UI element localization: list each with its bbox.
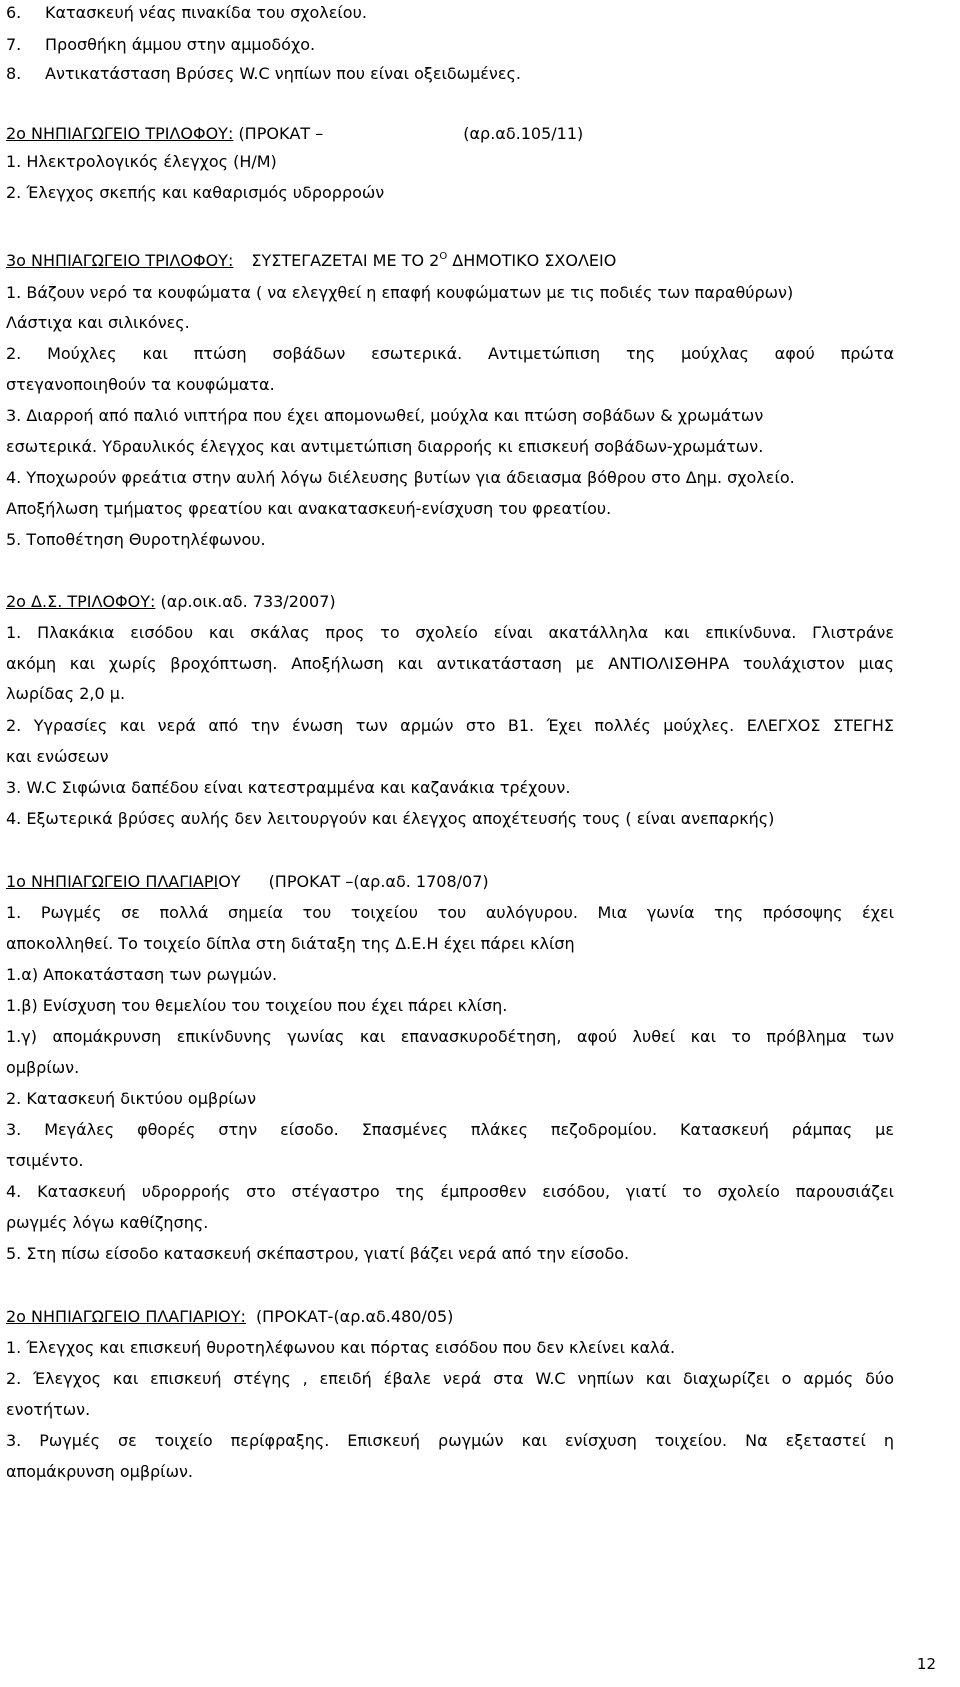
school-name-tail: ΟΥ bbox=[218, 872, 241, 891]
text-line: Λάστιχα και σιλικόνες. bbox=[6, 313, 190, 332]
text-line: αποκολληθεί. Το τοιχείο δίπλα στη διάταξη της Δ.Ε.Η έχει πάρει κλίση bbox=[6, 934, 575, 953]
text-line: 1. Βάζουν νερό τα κουφώματα ( να ελεγχθεί η επαφή κουφώματων με τις ποδιές των παραθύρων) bbox=[6, 283, 794, 302]
text-line: 3. Μεγάλες φθορές στην είσοδο. Σπασμένες πλάκες πεζοδρομίου. Κατασκευή ράμπας με bbox=[6, 1120, 894, 1139]
section-heading bbox=[6, 1307, 894, 1327]
text-line: 1.α) Αποκατάσταση των ρωγμών. bbox=[6, 965, 278, 984]
text-line: 1. Ρωγμές σε πολλά σημεία του τοιχείου του αυλόγυρου. Μια γωνία της πρόσοψης έχει bbox=[6, 903, 894, 922]
text-line: 3. Διαρροή από παλιό νιπτήρα που έχει απομονωθεί, μούχλα και πτώση σοβάδων & χρωμάτων bbox=[6, 406, 764, 425]
item-text: Προσθήκη άμμου στην αμμοδόχο. bbox=[45, 35, 316, 54]
text-line: 2. Μούχλες και πτώση σοβάδων εσωτερικά. Αντιμετώπιση της μούχλας αφού πρώτα bbox=[6, 344, 894, 363]
text-line: απομάκρυνση ομβρίων. bbox=[6, 1462, 194, 1481]
text-line: 2. Έλεγχος σκεπής και καθαρισμός υδρορροών bbox=[6, 183, 385, 202]
text-line: 5. Τοποθέτηση Θυροτηλέφωνου. bbox=[6, 530, 266, 549]
section-heading bbox=[6, 872, 894, 892]
text-line: ενοτήτων. bbox=[6, 1400, 91, 1419]
section-heading bbox=[6, 124, 894, 144]
text-line: ομβρίων. bbox=[6, 1058, 80, 1077]
text-line: 4. Κατασκευή υδρορροής στο στέγαστρο της έμπροσθεν εισόδου, γιατί το σχολείο παρουσιάζει bbox=[6, 1182, 894, 1201]
text-line: 4. Υποχωρούν φρεάτια στην αυλή λόγω διέλευσης βυτίων για άδειασμα βόθρου στο Δημ. σχολείο. bbox=[6, 468, 795, 487]
text-line: 1. Ηλεκτρολογικός έλεγχος (Η/Μ) bbox=[6, 152, 277, 171]
text-line: ρωγμές λόγω καθίζησης. bbox=[6, 1213, 209, 1232]
text-line: 1. Έλεγχος και επισκευή θυροτηλέφωνου και πόρτας εισόδου που δεν κλείνει καλά. bbox=[6, 1338, 676, 1357]
text-line: ακόμη και χωρίς βροχόπτωση. Αποξήλωση και αντικατάσταση με ΑΝΤΙΟΛΙΣΘΗΡΑ τουλάχιστον μιας bbox=[6, 654, 894, 673]
item-text: Αντικατάσταση Βρύσες W.C νηπίων που είναι οξειδωμένες. bbox=[45, 64, 521, 83]
page-number: 12 bbox=[916, 1655, 936, 1673]
text-line: 2. Υγρασίες και νερά από την ένωση των αρμών στο Β1. Έχει πολλές μούχλες. ΕΛΕΓΧΟΣ ΣΤΕΓΗΣ bbox=[6, 716, 894, 735]
heading-note: (αρ.οικ.αδ. 733/2007) bbox=[160, 592, 336, 611]
heading-note: ΔΗΜΟΤΙΚΟ ΣΧΟΛΕΙΟ bbox=[447, 251, 617, 270]
text-line: 2. Κατασκευή δικτύου ομβρίων bbox=[6, 1089, 257, 1108]
text-line: 3. Ρωγμές σε τοιχείο περίφραξης. Επισκευή ρωγμών και ενίσχυση τοιχείου. Να εξεταστεί η bbox=[6, 1431, 894, 1450]
heading-note: ΣΥΣΤΕΓΑΖΕΤΑΙ ΜΕ ΤΟ 2 bbox=[251, 251, 440, 270]
heading-note: (ΠΡΟΚΑΤ – bbox=[238, 124, 324, 143]
heading-note: (ΠΡΟΚΑΤ –(αρ.αδ. 1708/07) bbox=[268, 872, 489, 891]
item-text: Κατασκευή νέας πινακίδα του σχολείου. bbox=[45, 3, 367, 22]
heading-note: (αρ.αδ.105/11) bbox=[463, 124, 584, 143]
list-item bbox=[6, 3, 894, 23]
item-number: 6. bbox=[6, 3, 22, 22]
text-line: τσιμέντο. bbox=[6, 1151, 84, 1170]
text-line: εσωτερικά. Υδραυλικός έλεγχος και αντιμετώπιση διαρροής κι επισκευή σοβάδων-χρωμάτων. bbox=[6, 437, 764, 456]
text-line: 5. Στη πίσω είσοδο κατασκευή σκέπαστρου, γιατί βάζει νερά από την είσοδο. bbox=[6, 1244, 630, 1263]
text-line: λωρίδας 2,0 μ. bbox=[6, 684, 126, 703]
heading-note: (ΠΡΟΚΑΤ-(αρ.αδ.480/05) bbox=[255, 1307, 454, 1326]
school-name: 1ο ΝΗΠΙΑΓΩΓΕΙΟ ΠΛΑΓΙΑΡΙ bbox=[6, 872, 219, 891]
text-line: 1. Πλακάκια εισόδου και σκάλας προς το σχολείο είναι ακατάλληλα και επικίνδυνα. Γλιστράνε bbox=[6, 623, 894, 642]
text-line: 2. Έλεγχος και επισκευή στέγης , επειδή έβαλε νερά στα W.C νηπίων και διαχωρίζει ο αρμός δύο bbox=[6, 1369, 894, 1388]
item-number: 8. bbox=[6, 64, 22, 83]
section-heading bbox=[6, 592, 894, 612]
text-line: 1.γ) απομάκρυνση επικίνδυνης γωνίας και επανασκυροδέτηση, αφού λυθεί και το πρόβλημα των bbox=[6, 1027, 894, 1046]
section-heading bbox=[6, 251, 894, 271]
school-name: 3ο ΝΗΠΙΑΓΩΓΕΙΟ ΤΡΙΛΟΦΟΥ: bbox=[6, 251, 234, 270]
list-item bbox=[6, 64, 894, 84]
text-line: 3. W.C Σιφώνια δαπέδου είναι κατεστραμμένα και καζανάκια τρέχουν. bbox=[6, 778, 571, 797]
item-number: 7. bbox=[6, 35, 22, 54]
school-name: 2ο ΝΗΠΙΑΓΩΓΕΙΟ ΤΡΙΛΟΦΟΥ: bbox=[6, 124, 234, 143]
text-line: 4. Εξωτερικά βρύσες αυλής δεν λειτουργούν και έλεγχος αποχέτευσής τους ( είναι ανεπαρκής) bbox=[6, 809, 775, 828]
school-name: 2ο ΝΗΠΙΑΓΩΓΕΙΟ ΠΛΑΓΙΑΡΙΟΥ: bbox=[6, 1307, 246, 1326]
text-line: Αποξήλωση τμήματος φρεατίου και ανακατασκευή-ενίσχυση του φρεατίου. bbox=[6, 499, 612, 518]
superscript: Ο bbox=[439, 251, 448, 262]
text-line: και ενώσεων bbox=[6, 747, 109, 766]
list-item bbox=[6, 35, 894, 55]
text-line: 1.β) Ενίσχυση του θεμελίου του τοιχείου που έχει πάρει κλίση. bbox=[6, 996, 508, 1015]
school-name: 2ο Δ.Σ. ΤΡΙΛΟΦΟΥ: bbox=[6, 592, 156, 611]
text-line: στεγανοποιηθούν τα κουφώματα. bbox=[6, 375, 275, 394]
